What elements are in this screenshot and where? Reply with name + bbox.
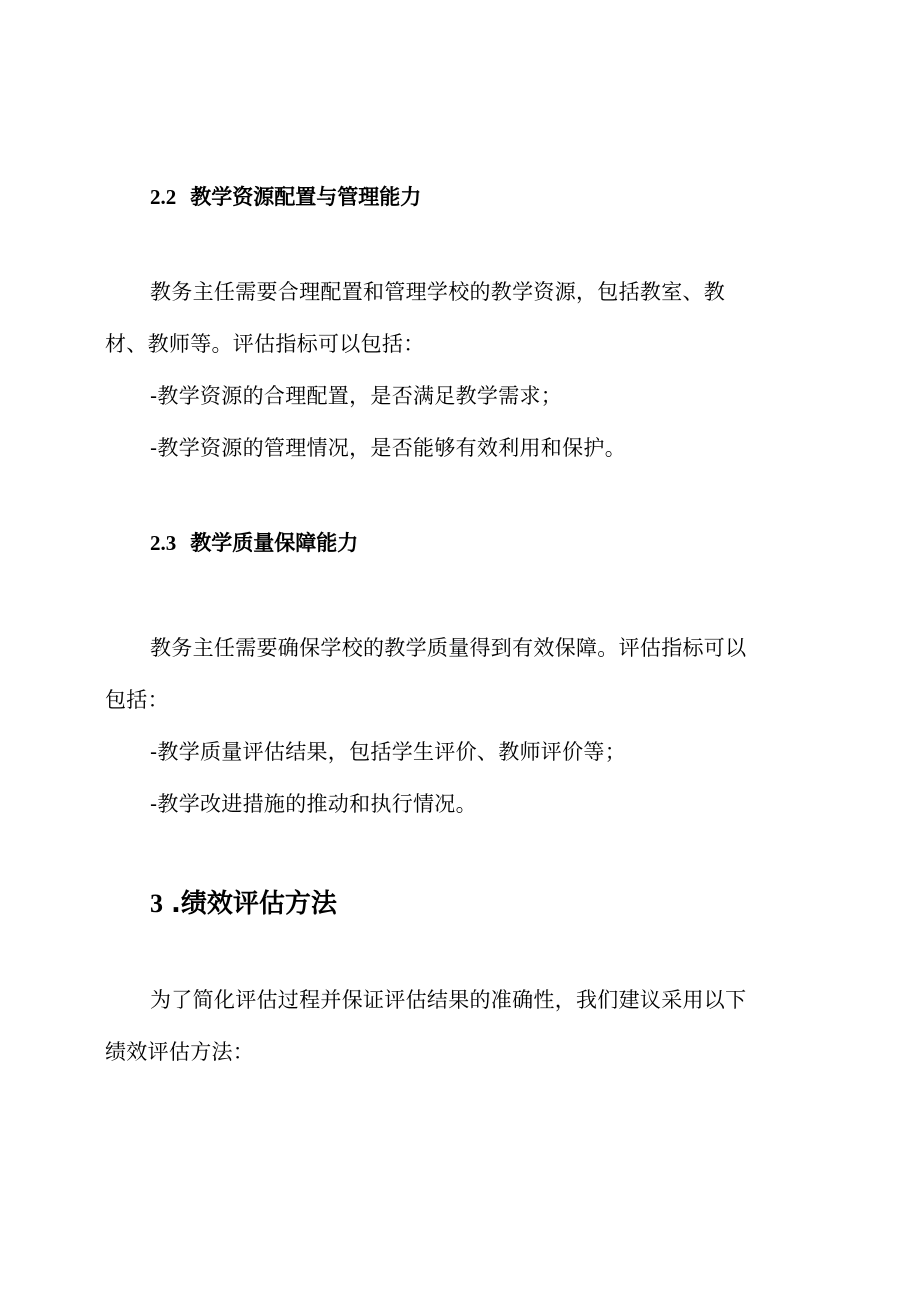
section-3-title: .绩效评估方法 <box>171 889 337 919</box>
section-2-2-title: 教学资源配置与管理能力 <box>190 185 422 209</box>
section-2-3-title: 教学质量保障能力 <box>190 531 359 555</box>
section-3-para-line-2: 绩效评估方法： <box>105 1040 255 1064</box>
section-2-3-para-line-1: 教务主任需要确保学校的教学质量得到有效保障。评估指标可以 <box>150 636 747 660</box>
section-2-3-bullet-1: -教学质量评估结果，包括学生评价、教师评价等； <box>150 740 626 764</box>
section-2-3-bullet-2: -教学改进措施的推动和执行情况。 <box>150 792 477 816</box>
section-2-2-paragraph <box>105 266 725 474</box>
section-2-2-para-line-2: 材、教师等。评估指标可以包括： <box>105 332 425 356</box>
section-2-2-number: 2.2 <box>150 185 177 209</box>
section-3-number: 3 <box>150 889 163 918</box>
section-2-2-bullet-2: -教学资源的管理情况，是否能够有效利用和保护。 <box>150 436 626 460</box>
section-2-2-bullet-1: -教学资源的合理配置，是否满足教学需求； <box>150 384 563 408</box>
section-3-para-line-1: 为了简化评估过程并保证评估结果的准确性，我们建议采用以下 <box>150 988 747 1012</box>
section-2-3-heading <box>150 528 358 558</box>
section-2-2-para-line-1: 教务主任需要合理配置和管理学校的教学资源，包括教室、教 <box>150 280 726 304</box>
section-2-3-paragraph <box>105 622 746 830</box>
section-2-3-number: 2.3 <box>150 531 177 555</box>
section-3-paragraph <box>105 974 746 1078</box>
section-2-3-para-line-2: 包括： <box>105 688 169 712</box>
section-2-2-heading <box>150 182 421 212</box>
section-3-heading <box>150 886 337 922</box>
